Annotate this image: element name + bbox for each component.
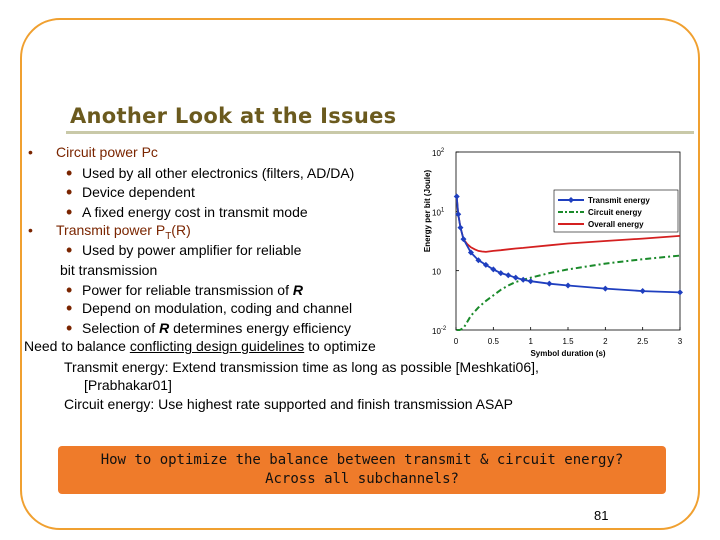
energy-chart	[418, 146, 690, 360]
transmit-data-point	[677, 289, 683, 295]
x-tick-label: 0	[453, 337, 459, 346]
bullet-dot-icon: •	[66, 163, 73, 183]
x-tick-label: 0.5	[487, 337, 499, 346]
legend-label: Transmit energy	[588, 196, 650, 205]
y-tick-label: $10^1$	[432, 207, 445, 218]
balance-statement	[24, 338, 376, 355]
transmit-data-point	[513, 275, 519, 281]
bullet-dot-icon: •	[66, 240, 73, 260]
y-tick-label: $10^{-2}$	[432, 326, 447, 336]
circuit-power-label: Circuit power Pc	[56, 144, 158, 160]
sub-bullet-text: determines energy efficiency	[169, 320, 352, 336]
x-axis-label: Symbol duration (s)	[530, 349, 606, 358]
sub-bullet-selection	[66, 320, 351, 337]
transmit-data-point	[546, 281, 552, 287]
bullet-dot-icon: •	[66, 318, 73, 338]
sub-bullet-depend	[66, 300, 352, 317]
transmit-data-point	[454, 194, 460, 200]
transmit-data-point	[498, 270, 504, 276]
variable-r: R	[159, 320, 170, 336]
slide-title: Another Look at the Issues	[70, 104, 397, 128]
y-axis-label: Energy per bit (Joule)	[423, 169, 432, 253]
sub-bullet-text: Selection of	[82, 320, 160, 336]
transmit-data-point	[602, 286, 608, 292]
question-callout	[58, 446, 666, 494]
callout-question-2: Across all subchannels?	[265, 471, 459, 487]
variable-r: R	[292, 282, 303, 298]
x-tick-label: 1	[528, 337, 533, 346]
balance-suffix: to optimize	[304, 338, 376, 354]
x-tick-label: 2.5	[637, 337, 649, 346]
legend-label: Overall energy	[588, 220, 644, 229]
bullet-dot-icon: •	[28, 144, 33, 160]
x-tick-label: 2	[603, 337, 608, 346]
sub-bullet-used	[66, 165, 354, 182]
transmit-data-point	[457, 225, 463, 231]
transmit-data-point	[528, 278, 534, 284]
bullet-dot-icon: •	[66, 298, 73, 318]
callout-question-1: How to optimize the balance between transmit & circuit energy?	[100, 452, 624, 468]
x-tick-label: 3	[677, 337, 683, 346]
transmit-power-label: Transmit power P	[56, 222, 166, 238]
transmit-energy-ref: [Prabhakar01]	[84, 377, 172, 393]
transmit-data-point	[565, 283, 571, 289]
chart-axes	[423, 148, 683, 358]
balance-underlined: conflicting design guidelines	[129, 338, 305, 354]
sub-bullet-fixed	[66, 204, 308, 221]
balance-prefix: Need to balance	[24, 338, 130, 354]
chart-legend	[554, 190, 678, 232]
y-tick-label: 10	[432, 267, 441, 277]
transmit-power-arg: (R)	[171, 222, 191, 238]
sub-bullet-text: Used by all other electronics (filters, AD/DA)	[82, 165, 355, 181]
sub-bullet-reliable	[66, 282, 303, 299]
transmit-energy-note: Transmit energy: Extend transmission time as long as possible [Meshkati06],	[64, 359, 539, 375]
sub-bullet-amplifier-cont: bit transmission	[60, 262, 158, 278]
y-tick-label: $10^2$	[432, 148, 445, 158]
transmit-data-point	[520, 277, 526, 283]
bullet-circuit-power	[28, 144, 158, 161]
sub-bullet-amplifier	[66, 242, 301, 259]
bullet-dot-icon: •	[66, 182, 73, 202]
plot-frame	[456, 152, 680, 330]
page-number: 81	[594, 508, 609, 523]
bullet-dot-icon: •	[66, 202, 73, 222]
transmit-power-subscript: T	[165, 230, 172, 242]
bullet-dot-icon: •	[28, 222, 33, 238]
title-divider	[66, 131, 694, 134]
sub-bullet-text: Used by power amplifier for reliable	[82, 242, 302, 258]
sub-bullet-text: A fixed energy cost in transmit mode	[82, 204, 308, 220]
sub-bullet-text: Power for reliable transmission of	[82, 282, 293, 298]
bullet-dot-icon: •	[66, 280, 73, 300]
x-tick-label: 1.5	[562, 337, 574, 346]
legend-label: Circuit energy	[588, 208, 642, 217]
transmit-data-point	[505, 272, 511, 278]
sub-bullet-text: Device dependent	[82, 184, 195, 200]
transmit-data-point	[640, 288, 646, 294]
sub-bullet-text: Depend on modulation, coding and channel	[82, 300, 353, 316]
sub-bullet-device	[66, 184, 195, 201]
circuit-energy-note: Circuit energy: Use highest rate supported and finish transmission ASAP	[64, 396, 514, 412]
